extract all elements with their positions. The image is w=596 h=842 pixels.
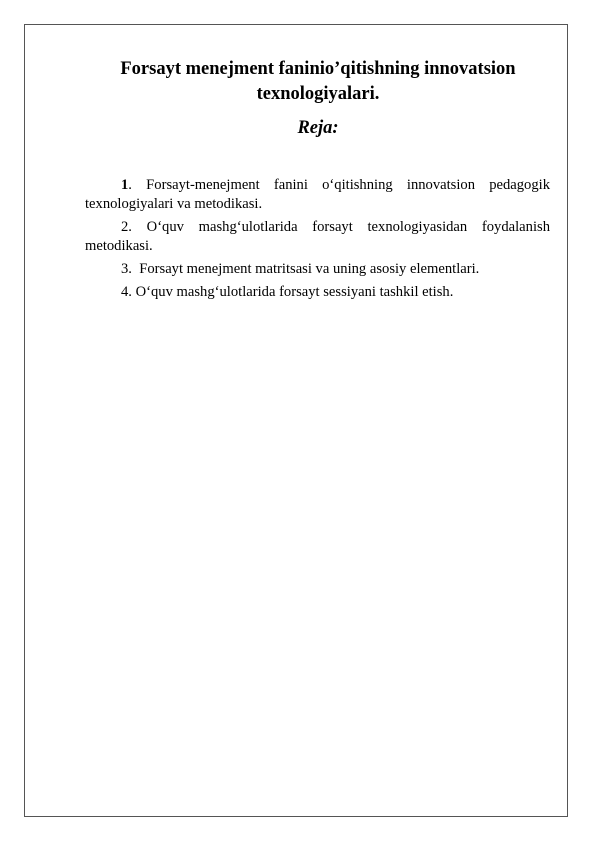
plan-item-2 xyxy=(85,218,550,256)
plan-item-number: 1 xyxy=(121,177,129,193)
plan-item-text: . Forsayt-menejment fanini o‘qitishning innovatsion pedagogik texnologiyalari va metodikasi. xyxy=(85,177,550,212)
plan-item-text: O‘quv mashg‘ulotlarida forsayt texnologiyasidan foydalanish metodikasi. xyxy=(85,219,550,254)
plan-item-4 xyxy=(85,283,550,302)
plan-item-3 xyxy=(85,260,550,279)
plan-item-number: 4. xyxy=(121,284,132,300)
plan-item-number: 3. xyxy=(121,261,132,277)
page-border xyxy=(24,24,568,817)
plan-list xyxy=(85,176,550,306)
document-title: Forsayt menejment faninio’qitishning innovatsion texnologiyalari. xyxy=(120,59,516,104)
plan-item-text: Forsayt menejment matritsasi va uning asosiy elementlari. xyxy=(131,261,480,277)
plan-item-text: O‘quv mashg‘ulotlarida forsayt sessiyani tashkil etish. xyxy=(131,284,454,300)
plan-item-1 xyxy=(85,176,550,214)
plan-heading: Reja: xyxy=(297,118,339,138)
plan-item-number: 2. xyxy=(121,219,132,235)
